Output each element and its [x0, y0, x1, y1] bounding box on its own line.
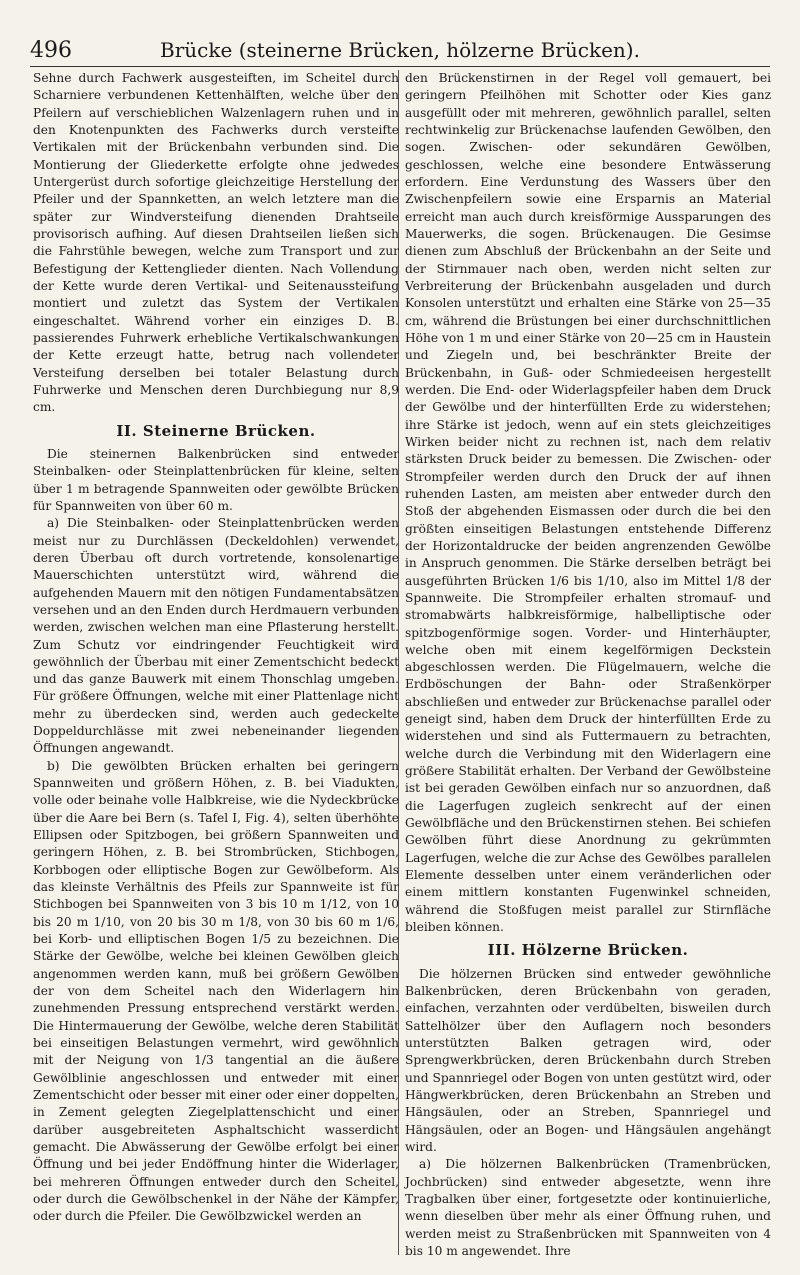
paragraph-section2-intro: Die steinernen Balkenbrücken sind entweder Steinbalken- oder Steinplattenbrücken für kleine, selten über 1 m betragende Spannweiten oder gewölbte Brücken für Spannweiten von über 60 m. — [33, 446, 399, 513]
left-column — [33, 70, 399, 1226]
header-rule — [30, 66, 770, 67]
section-heading-steinerne: II. Steinerne Brücken. — [116, 421, 316, 440]
page-number: 496 — [30, 38, 72, 63]
paragraph-section3-intro: Die hölzernen Brücken sind entweder gewöhnliche Balkenbrücken, deren Brückenbahn von geraden, einfachen, verzahnten oder verdübelten, bisweilen durch Sattelhölzer über den Auflagern noch besonders unterstützten Balken getragen wird, oder Sprengwerkbrücken, deren Brückenbahn durch Streben und Spannriegel oder Bogen von unten gestützt wird, oder Hängwerkbrücken, deren Brückenbahn an Streben und Hängsäulen, oder an Streben, Spannriegel und Hängsäulen, oder an Bogen- und Hängsäulen angehängt wird. — [405, 966, 771, 1155]
running-title: Brücke (steinerne Brücken, hölzerne Brücken). — [160, 38, 640, 62]
section-heading-hoelzerne: III. Hölzerne Brücken. — [487, 941, 689, 960]
right-column — [405, 70, 771, 1260]
paragraph-b: b) Die gewölbten Brücken erhalten bei geringern Spannweiten und größern Höhen, z. B. bei Viadukten, volle oder beinahe volle Halbkreise, wie die Nydeckbrücke über die Aare bei Bern (s. Tafel I, Fig. 4), selten überhöhte Ellipsen oder Spitzbogen, bei größern Spannweiten und geringern Höhen, z. B. bei Strombrücken, Stichbogen, Korbbogen oder elliptische Bogen zur Gewölbeform. Als das kleinste Verhältnis des Pfeils zur Spannweite ist für Stichbogen bei Spannweiten von 3 bis 10 m 1/12, von 10 bis 20 m 1/10, von 20 bis 30 m 1/8, von 30 bis 60 m 1/6, bei Korb- und elliptischen Bogen 1/5 zu bezeichnen. Die Stärke der Gewölbe, welche bei kleinen Gewölben gleich angenommen werden kann, muß bei größern Gewölben der von dem Scheitel nach den Widerlagern hin zunehmenden Pressung entsprechend verstärkt werden. Die Hintermauerung der Gewölbe, welche deren Stabilität bei einseitigen Belastungen vermehrt, wird gewöhnlich mit der Neigung von 1/3 tangential an die äußere Gewölblinie angeschlossen und entweder mit einer Zementschicht oder besser mit einer oder einer doppelten, in Zement gelegten Ziegelplattenschicht und einer darüber ausgebreiteten Asphaltschicht wasserdicht gemacht. Die Abwässerung der Gewölbe erfolgt bei einer Öffnung und bei jeder Endöffnung hinter die Widerlager, bei mehreren Öffnungen entweder durch den Scheitel, oder durch die Gewölbschenkel in der Nähe der Kämpfer, oder durch die Pfeiler. Die Gewölbzwickel werden an — [33, 758, 399, 1224]
page-header — [30, 38, 770, 68]
paragraph-a-hoelzerne: a) Die hölzernen Balkenbrücken (Tramenbrücken, Jochbrücken) sind entweder abgesetzte, wenn ihre Tragbalken über einer, fortgesetzte oder kontinuierliche, wenn dieselben über mehr als einer Öffnung ruhen, und werden meist zu Straßenbrücken mit Spannweiten von 4 bis 10 m angewendet. Ihre — [405, 1157, 771, 1258]
paragraph-continuation: den Brückenstirnen in der Regel voll gemauert, bei geringern Pfeilhöhen mit Schotter oder Kies ganz ausgefüllt oder mit mehreren, gewöhnlich parallel, selten rechtwinkelig zur Brückenachse laufenden Gewölben, den sogen. Zwischen- oder sekundären Gewölben, geschlossen, welche eine besondere Entwässerung erfordern. Eine Verdunstung des Wassers über den Zwischenpfeilern sowie eine Ersparnis an Material erreicht man auch durch kreisförmige Aussparungen des Mauerwerks, die sogen. Brückenaugen. Die Gesimse dienen zum Abschluß der Brückenbahn an der Seite und der Stirnmauer nach oben, werden nicht selten zur Verbreiterung der Brückenbahn ausgeladen und durch Konsolen unterstützt und erhalten eine Stärke von 25—35 cm, während die Brüstungen bei einer durchschnittlichen Höhe von 1 m und einer Stärke von 20—25 cm in Haustein und Ziegeln und, bei beschränkter Breite der Brückenbahn, in Guß- oder Schmiedeeisen hergestellt werden. Die End- oder Widerlagspfeiler haben dem Druck der Gewölbe und der hinterfüllten Erde zu widerstehen; ihre Stärke ist jedoch, wenn auf ein stets gleichzeitiges Wirken beider nicht zu rechnen ist, nach dem relativ stärksten Druck beider zu bemessen. Die Zwischen- oder Strompfeiler werden durch den Druck der auf ihnen ruhenden Lasten, am meisten aber entweder durch den Stoß der abgehenden Eismassen oder durch die bei den größten einseitigen Belastungen entstehende Differenz der Horizontaldrucke der beiden angrenzenden Gewölbe in Anspruch genommen. Die Stärke derselben beträgt bei ausgeführten Brücken 1/6 bis 1/10, also im Mittel 1/8 der Spannweite. Die Strompfeiler erhalten stromauf- und stromabwärts halbkreisförmige, halbelliptische oder spitzbogenförmige sogen. Vorder- und Hinterhäupter, welche oben mit einem kegelförmigen Deckstein abgeschlossen werden. Die Flügelmauern, welche die Erdböschungen der Bahn- oder Straßenkörper abschließen und entweder zur Brückenachse parallel oder geneigt sind, haben dem Druck der hinterfüllten Erde zu widerstehen und sind als Futtermauern zu betrachten, welche durch die Verbindung mit den Widerlagern eine größere Stabilität erhalten. Der Verband der Gewölbsteine ist bei geraden Gewölben einfach nur so anzuordnen, daß die Lagerfugen zugleich senkrecht auf der einen Gewölbfläche und den Brückenstirnen stehen. Bei schiefen Gewölben führt diese Anordnung zu gekrümmten Lagerfugen, welche die zur Achse des Gewölbes parallelen Elemente desselben unter einem veränderlichen oder einem mittlern konstanten Fugenwinkel schneiden, während die Stoßfugen meist parallel zur Stirnfläche bleiben können. — [405, 71, 771, 935]
paragraph-intro: Sehne durch Fachwerk ausgesteiften, im Scheitel durch Scharniere verbundenen Kettenhälften, welche über den Pfeilern auf verschieblichen Walzenlagern ruhen und in den Knotenpunkten des Fachwerks durch versteifte Vertikalen mit der Brückenbahn verbunden sind. Die Montierung der Gliederkette erfolgte ohne jedwedes Untergerüst durch sofortige gleichzeitige Herstellung der Pfeiler und der Spannketten, an welch letztere man die später zur Windversteifung dienenden Drahtseile provisorisch aufhing. Auf diesen Drahtseilen ließen sich die Fahrstühle bewegen, welche zum Transport und zur Befestigung der Kettenglieder dienten. Nach Vollendung der Kette wurde deren Vertikal- und Seitenaussteifung montiert und zuletzt das System der Vertikalen eingeschaltet. Während vorher ein einziges D. B. passierendes Fuhrwerk erhebliche Vertikalschwankungen der Kette erzeugt hatte, betrug nach vollendeter Versteifung derselben bei totaler Belastung durch Fuhrwerke und Menschen deren Durchbiegung nur 8,9 cm. — [33, 71, 399, 415]
paragraph-a: a) Die Steinbalken- oder Steinplattenbrücken werden meist nur zu Durchlässen (Deckeldohlen) verwendet, deren Überbau oft durch vortretende, konsolenartige Mauerschichten unterstützt wird, während die aufgehenden Mauern mit den nötigen Fundamentabsätzen versehen und an den Enden durch Herdmauern verbunden werden, zwischen welchen man eine Pflasterung herstellt. Zum Schutz vor eindringender Feuchtigkeit wird gewöhnlich der Überbau mit einer Zementschicht bedeckt und das ganze Bauwerk mit einem Thonschlag umgeben. Für größere Öffnungen, welche mit einer Plattenlage nicht mehr zu überdecken sind, werden auch gedeckelte Doppeldurchlässe mit zwei nebeneinander liegenden Öffnungen angewandt. — [33, 516, 399, 756]
